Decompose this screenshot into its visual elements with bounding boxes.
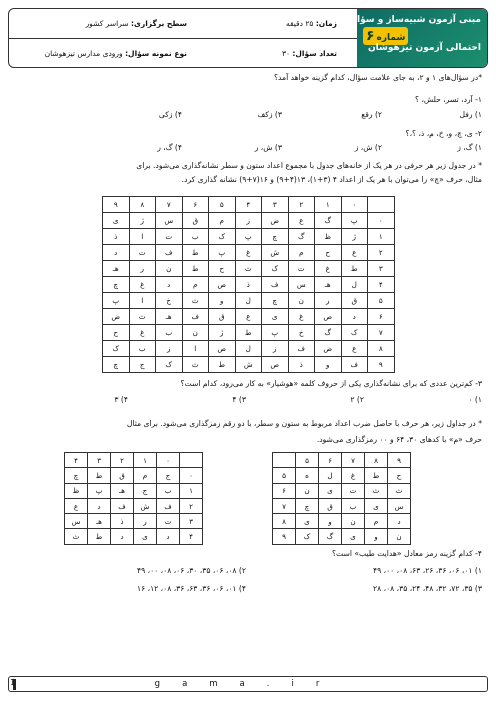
- grid-3-cell: و: [365, 529, 388, 544]
- grid-3-row: [273, 529, 411, 544]
- type-label: نوع نمونه سؤال:: [125, 49, 187, 58]
- question-1-options: [14, 110, 482, 122]
- grid-3-row: [273, 483, 411, 498]
- grid-1-cell: و: [209, 293, 236, 309]
- grid-3-cell: ط: [365, 468, 388, 483]
- grid-1-cell: ع: [341, 341, 368, 357]
- grid-1-cell: ش: [262, 245, 289, 261]
- grid-1-cell: ن: [288, 293, 315, 309]
- grid-1-cell: ۳: [368, 261, 395, 277]
- q2-option-3[interactable]: ۳) ش، ر: [254, 143, 282, 152]
- grid-3-cell: ۷: [273, 498, 296, 513]
- q4-option-1[interactable]: ۱) ۰۱، ۰۶، ۳۶، ۲۶، ۶۳، ۰۸، ۰۰، ۴۹: [373, 566, 482, 575]
- letter-grid-sum: [102, 196, 395, 373]
- grid-1-cell: ۵: [368, 293, 395, 309]
- grid-2-cell: ذ: [111, 514, 134, 529]
- grid-1-cell: ۱: [368, 229, 395, 245]
- grid-2-row: [65, 498, 203, 513]
- grid-1-cell: ب: [182, 229, 209, 245]
- grid-1-header-cell: ۸: [129, 197, 156, 213]
- question-4-options-row-2: [14, 584, 482, 596]
- grid-1-cell: ب: [129, 341, 156, 357]
- grid-1-cell: هـ: [156, 309, 183, 325]
- grid-2-cell: د: [157, 529, 180, 544]
- grid-2-cell: ی: [134, 529, 157, 544]
- count-label: تعداد سؤال:: [292, 49, 337, 58]
- grid-1-cell: چ: [103, 357, 130, 373]
- grid-1-header-cell: [368, 197, 395, 213]
- grid-1-cell: ۶: [368, 309, 395, 325]
- grid-3-row: [273, 468, 411, 483]
- grid-1-cell: ک: [341, 325, 368, 341]
- grid-1-cell: ر: [315, 293, 342, 309]
- grid-2-cell: ط: [88, 468, 111, 483]
- q4-option-4[interactable]: ۴) ۰۱، ۰۶، ۳۶، ۶۳، ۳۶، ۰۸، ۱۲، ۱۶: [137, 584, 246, 593]
- q1-option-3[interactable]: ۳) زکف: [257, 110, 282, 119]
- grid-3-cell: س: [388, 498, 411, 513]
- grid-1-header-cell: ۳: [262, 197, 289, 213]
- grid-3-header-cell: ۷: [342, 453, 365, 468]
- grid-1-header-cell: ۴: [235, 197, 262, 213]
- grid-1-row: [103, 293, 395, 309]
- q1-option-2[interactable]: ۲) رقع: [361, 110, 382, 119]
- grid-1-instruction-line-1: * در جدول زیر هر حرفی در هر یک از خانه‌های جدول با مجموع اعداد ستون و سطر نشانه‌گذاری می‌شود. برای: [136, 161, 482, 170]
- grid-1-cell: س: [288, 277, 315, 293]
- grid-2-cell: هـ: [88, 514, 111, 529]
- grid-2-cell: ج: [157, 468, 180, 483]
- grid-1-cell: غ: [129, 325, 156, 341]
- grid-1-cell: غ: [129, 277, 156, 293]
- grid-3-cell: ۵: [273, 468, 296, 483]
- grid-3-cell: ث: [365, 483, 388, 498]
- grid-1-row: [103, 277, 395, 293]
- grid-1-cell: س: [156, 213, 183, 229]
- q4-option-2[interactable]: ۲) ۰۸، ۰۶، ۳۵، ۳۰، ۰۶، ۰۸، ۰۰، ۴۹: [137, 566, 246, 575]
- grid-1-cell: ر: [129, 261, 156, 277]
- grid-2-header-cell: ۲: [111, 453, 134, 468]
- grid-2-cell: ۰: [180, 468, 203, 483]
- grid-1-cell: ث: [235, 261, 262, 277]
- grid-3-row: [273, 498, 411, 513]
- grid-1-cell: گ: [315, 213, 342, 229]
- grid-1-cell: ح: [103, 325, 130, 341]
- grid-2-cell: ق: [111, 468, 134, 483]
- grid-1-cell: ت: [156, 229, 183, 245]
- question-2: ۲- ی، چ، و، خ، م، ذ، ؟،؟: [405, 129, 482, 138]
- grid-1-cell: ق: [209, 309, 236, 325]
- grid-3-cell: ن: [342, 514, 365, 529]
- grid-2-header-row: [65, 453, 203, 468]
- grid-1-cell: ک: [103, 341, 130, 357]
- q2-option-1[interactable]: ۱) گ، ز: [457, 143, 482, 152]
- grid-2-cell: ع: [65, 498, 88, 513]
- grid-1-cell: غ: [235, 245, 262, 261]
- grid-1-cell: ک: [209, 229, 236, 245]
- grid-1-cell: ف: [341, 357, 368, 373]
- grid-2-cell: پ: [88, 483, 111, 498]
- grid-2-header-cell: ۳: [88, 453, 111, 468]
- grid-1-cell: ذ: [235, 277, 262, 293]
- grid-1-cell: ع: [341, 245, 368, 261]
- grid-1-cell: ۴: [368, 277, 395, 293]
- grid-1-row: [103, 261, 395, 277]
- grid-3-cell: و: [319, 514, 342, 529]
- q3-option-3[interactable]: ۳) ۴: [232, 395, 246, 404]
- question-type: [45, 49, 187, 58]
- grid-1-cell: ش: [235, 357, 262, 373]
- q4-option-3[interactable]: ۳) ۳۵، ۷۲، ۳۲، ۴۸، ۲۴، ۳۵، ۰۸، ۲۸: [373, 584, 482, 593]
- duration: [286, 19, 337, 28]
- grid-1-cell: ت: [129, 245, 156, 261]
- grid-1-cell: ل: [235, 341, 262, 357]
- grid-3-cell: ث: [388, 483, 411, 498]
- grid-2-cell: س: [65, 514, 88, 529]
- grid-2-cell: ظ: [65, 483, 88, 498]
- grid-3-cell: گ: [319, 529, 342, 544]
- grid-1-row: [103, 213, 395, 229]
- grid-1-cell: د: [156, 277, 183, 293]
- grid-1-cell: ن: [182, 325, 209, 341]
- grid-3-header-cell: [273, 453, 296, 468]
- grid-1-cell: ج: [129, 357, 156, 373]
- type-value: ورودی مدارس تیزهوشان: [44, 49, 123, 58]
- grid-1-cell: ب: [156, 325, 183, 341]
- grid-3-cell: ح: [388, 468, 411, 483]
- grid-1-cell: ط: [209, 357, 236, 373]
- grid-1-cell: ث: [182, 293, 209, 309]
- grid-1-cell: ف: [262, 277, 289, 293]
- grid-1-cell: پ: [262, 325, 289, 341]
- grid-1-cell: چ: [262, 293, 289, 309]
- grid-1-cell: گ: [288, 229, 315, 245]
- grid-1-cell: غ: [315, 261, 342, 277]
- grid-1-cell: ق: [182, 213, 209, 229]
- grid-3-header-cell: ۸: [365, 453, 388, 468]
- grid-1-cell: ض: [262, 213, 289, 229]
- grid-1-cell: ذ: [288, 357, 315, 373]
- grid-1-cell: ظ: [315, 229, 342, 245]
- grid-2-cell: هـ: [111, 483, 134, 498]
- grid-1-header-cell: ۱: [315, 197, 342, 213]
- grid-1-cell: ث: [129, 309, 156, 325]
- grid-2-cell: ط: [88, 529, 111, 544]
- grid-1-header-cell: ۶: [182, 197, 209, 213]
- grid-1-cell: د: [341, 309, 368, 325]
- grid-3-cell: ی: [342, 529, 365, 544]
- grid-1-cell: ط: [182, 261, 209, 277]
- grid-1-cell: هـ: [103, 261, 130, 277]
- grid-1-cell: ا: [129, 229, 156, 245]
- exam-banner: [341, 9, 487, 67]
- grid-1-cell: م: [182, 277, 209, 293]
- grid-1-cell: چ: [262, 229, 289, 245]
- grid-2-cell: ۳: [180, 514, 203, 529]
- grid-1-cell: و: [315, 357, 342, 373]
- letter-grid-product-left: [64, 452, 203, 545]
- grid-2-row: [65, 514, 203, 529]
- header-divider: [9, 38, 357, 39]
- grid-1-cell: م: [288, 245, 315, 261]
- exam-header: [8, 8, 488, 68]
- q3-option-2[interactable]: ۲) ۲: [350, 395, 364, 404]
- grid-2-cell: ف: [111, 498, 134, 513]
- grid-3-row: [273, 514, 411, 529]
- grid-1-instruction-line-2: مثال، حرف «چ» را می‌توان با هر یک از اعداد ۴ (۳+۱)، ۱۳(۴+۹) و ۱۶(۷+۹) نشانه گذاری کرد.: [181, 175, 482, 184]
- page-footer: [8, 676, 488, 692]
- grid-2-cell: ت: [157, 514, 180, 529]
- grid-1-cell: ذ: [103, 229, 130, 245]
- grid-3-header-cell: ۶: [319, 453, 342, 468]
- grid-1-cell: ح: [209, 261, 236, 277]
- grid-1-cell: ص: [262, 357, 289, 373]
- grid-2-header-cell: ۰: [157, 453, 180, 468]
- grid-1-cell: ا: [182, 341, 209, 357]
- grid-3-cell: ت: [342, 483, 365, 498]
- grid-1-cell: خ: [156, 293, 183, 309]
- grid-1-cell: ز: [156, 341, 183, 357]
- grid-1-cell: ۰: [368, 213, 395, 229]
- question-1: ۱- آرد، تسر، حلش، ؟: [415, 95, 482, 104]
- grid-3-cell: م: [365, 514, 388, 529]
- grid-1-row: [103, 229, 395, 245]
- q3-option-1[interactable]: ۱) ۰: [468, 395, 482, 404]
- grid-1-cell: ت: [288, 261, 315, 277]
- grid-2-cell: ش: [134, 498, 157, 513]
- grid-2-header-cell: [180, 453, 203, 468]
- grid-2-cell: ر: [134, 514, 157, 529]
- grid-2-cell: ۲: [180, 498, 203, 513]
- grid-3-header-cell: ۹: [388, 453, 411, 468]
- q2-option-4[interactable]: ۴) گ، ر: [157, 143, 182, 152]
- grid-2-cell: ۱: [180, 483, 203, 498]
- page-number: 1: [10, 678, 16, 687]
- grid-1-cell: غ: [288, 309, 315, 325]
- grid-3-cell: ۹: [273, 529, 296, 544]
- grid-1-cell: ف: [288, 341, 315, 357]
- question-3: ۳- کم‌ترین عددی که برای نشانه‌گذاری یکی از حروف کلمه «هوشیار» به کار می‌رود، کدام است؟: [180, 379, 482, 388]
- grid-1-cell: ص: [209, 277, 236, 293]
- grid-1-cell: د: [103, 245, 130, 261]
- grid-1-cell: ق: [341, 293, 368, 309]
- grid-1-row: [103, 341, 395, 357]
- grid-1-cell: ۲: [368, 245, 395, 261]
- grid-2-cell: ب: [157, 483, 180, 498]
- grid-2-instruction-line-1: * در جداول زیر، هر حرف با حاصل ضرب اعداد مربوط به ستون و سطر، با دو رقم رمزگذاری می‌شود. برای مثال: [126, 419, 482, 428]
- grid-3-cell: ل: [319, 468, 342, 483]
- grid-3-header-cell: ۵: [296, 453, 319, 468]
- grid-1-row: [103, 309, 395, 325]
- grid-1-cell: خ: [288, 325, 315, 341]
- grid-1-cell: ژ: [129, 213, 156, 229]
- grid-1-cell: ف: [182, 309, 209, 325]
- grid-1-cell: پ: [103, 293, 130, 309]
- duration-value: ۲۵ دقیقه: [285, 19, 314, 28]
- grid-3-cell: ی: [365, 498, 388, 513]
- grid-1-cell: پ: [235, 229, 262, 245]
- level-label: سطح برگزاری:: [131, 19, 187, 28]
- grid-1-cell: ز: [235, 213, 262, 229]
- grid-2-cell: ج: [134, 483, 157, 498]
- level-value: سراسر کشور: [85, 19, 129, 28]
- grid-1-cell: ض: [103, 309, 130, 325]
- grid-2-cell: ث: [65, 529, 88, 544]
- grid-3-cell: ب: [342, 498, 365, 513]
- grid-2-cell: د: [88, 498, 111, 513]
- grid-1-header-cell: ۲: [288, 197, 315, 213]
- grid-1-cell: ن: [156, 261, 183, 277]
- grid-1-cell: ا: [129, 293, 156, 309]
- grid-1-row: [103, 325, 395, 341]
- grid-1-header-row: [103, 197, 395, 213]
- grid-2-instruction-line-2: حرف «م» با کدهای ۳۰، ۶۴ و ۰۰ رمزگذاری می‌شود.: [316, 435, 482, 444]
- grid-1-cell: پ: [209, 245, 236, 261]
- grid-3-cell: ک: [296, 529, 319, 544]
- grid-1-cell: ط: [341, 261, 368, 277]
- grid-3-cell: ۶: [273, 483, 296, 498]
- grid-1-cell: ژ: [209, 325, 236, 341]
- letter-grid-product-right: [272, 452, 411, 545]
- exam-level: [86, 19, 187, 28]
- grid-1-cell: ح: [315, 245, 342, 261]
- grid-1-header-cell: ۰: [341, 197, 368, 213]
- grid-1-header-cell: ۵: [209, 197, 236, 213]
- grid-2-cell: ۴: [180, 529, 203, 544]
- grid-1-cell: ز: [262, 341, 289, 357]
- grid-1-cell: ژ: [341, 229, 368, 245]
- intro-instruction: *در سؤال‌های ۱ و ۲، به جای علامت سؤال، کدام گزینه خواهد آمد؟: [274, 73, 482, 82]
- grid-3-cell: غ: [342, 468, 365, 483]
- banner-subtitle: احتمالی آزمون تیزهوشان: [367, 43, 481, 53]
- badge-number: ۶: [366, 28, 375, 44]
- q1-option-1[interactable]: ۱) رفل: [459, 110, 482, 119]
- grid-1-row: [103, 245, 395, 261]
- grid-1-cell: ط: [235, 325, 262, 341]
- grid-1-cell: هـ: [315, 277, 342, 293]
- grid-3-cell: ن: [296, 483, 319, 498]
- grid-1-cell: ۹: [368, 357, 395, 373]
- grid-2-cell: د: [111, 529, 134, 544]
- footer-site: gama.ir: [154, 679, 342, 689]
- grid-1-cell: چ: [103, 277, 130, 293]
- duration-label: زمان:: [315, 19, 337, 28]
- grid-2-cell: چ: [65, 468, 88, 483]
- question-count: [282, 49, 337, 58]
- grid-2-header-cell: ۱: [134, 453, 157, 468]
- grid-3-cell: ی: [319, 483, 342, 498]
- grid-1-header-cell: ۷: [156, 197, 183, 213]
- grid-1-cell: ص: [209, 341, 236, 357]
- banner-title: مبنی آزمون شبیه‌ساز و سؤالات: [341, 15, 481, 25]
- question-4: ۴- کدام گزینه رمز معادل «هدایت طیب» است؟: [331, 549, 482, 558]
- q3-option-4[interactable]: ۴) ۳: [114, 395, 128, 404]
- grid-2-row: [65, 529, 203, 544]
- grid-3-cell: چ: [296, 498, 319, 513]
- q2-option-2[interactable]: ۲) ش، ز: [354, 143, 382, 152]
- grid-1-cell: پ: [341, 213, 368, 229]
- grid-2-row: [65, 483, 203, 498]
- grid-1-cell: ث: [182, 357, 209, 373]
- grid-1-cell: ل: [235, 293, 262, 309]
- badge-label: شماره: [376, 33, 406, 43]
- question-2-options: [14, 143, 482, 155]
- grid-1-cell: ۷: [368, 325, 395, 341]
- grid-1-cell: ی: [103, 213, 130, 229]
- grid-1-cell: ک: [156, 357, 183, 373]
- grid-1-cell: ی: [262, 309, 289, 325]
- grid-1-row: [103, 357, 395, 373]
- count-value: ۳۰: [281, 49, 291, 58]
- grid-1-cell: ض: [315, 341, 342, 357]
- grid-2-row: [65, 468, 203, 483]
- grid-1-cell: ۸: [368, 341, 395, 357]
- question-4-options-row-1: [14, 566, 482, 578]
- grid-1-cell: ف: [156, 245, 183, 261]
- grid-1-cell: م: [209, 213, 236, 229]
- grid-3-cell: ن: [388, 529, 411, 544]
- grid-2-header-cell: ۴: [65, 453, 88, 468]
- q1-option-4[interactable]: ۴) زکی: [158, 110, 182, 119]
- grid-3-cell: ه: [296, 468, 319, 483]
- grid-1-header-cell: ۹: [103, 197, 130, 213]
- grid-3-cell: ۸: [273, 514, 296, 529]
- grid-1-cell: ط: [182, 245, 209, 261]
- grid-1-cell: ک: [262, 261, 289, 277]
- grid-1-cell: ع: [288, 213, 315, 229]
- grid-3-header-row: [273, 453, 411, 468]
- question-3-options: [14, 395, 482, 407]
- grid-1-cell: ل: [341, 277, 368, 293]
- grid-1-cell: گ: [315, 325, 342, 341]
- grid-3-cell: ی: [296, 514, 319, 529]
- grid-3-cell: ق: [319, 498, 342, 513]
- grid-2-cell: ف: [157, 498, 180, 513]
- grid-1-cell: ع: [235, 309, 262, 325]
- grid-1-cell: ص: [315, 309, 342, 325]
- grid-3-cell: د: [388, 514, 411, 529]
- grid-2-cell: م: [134, 468, 157, 483]
